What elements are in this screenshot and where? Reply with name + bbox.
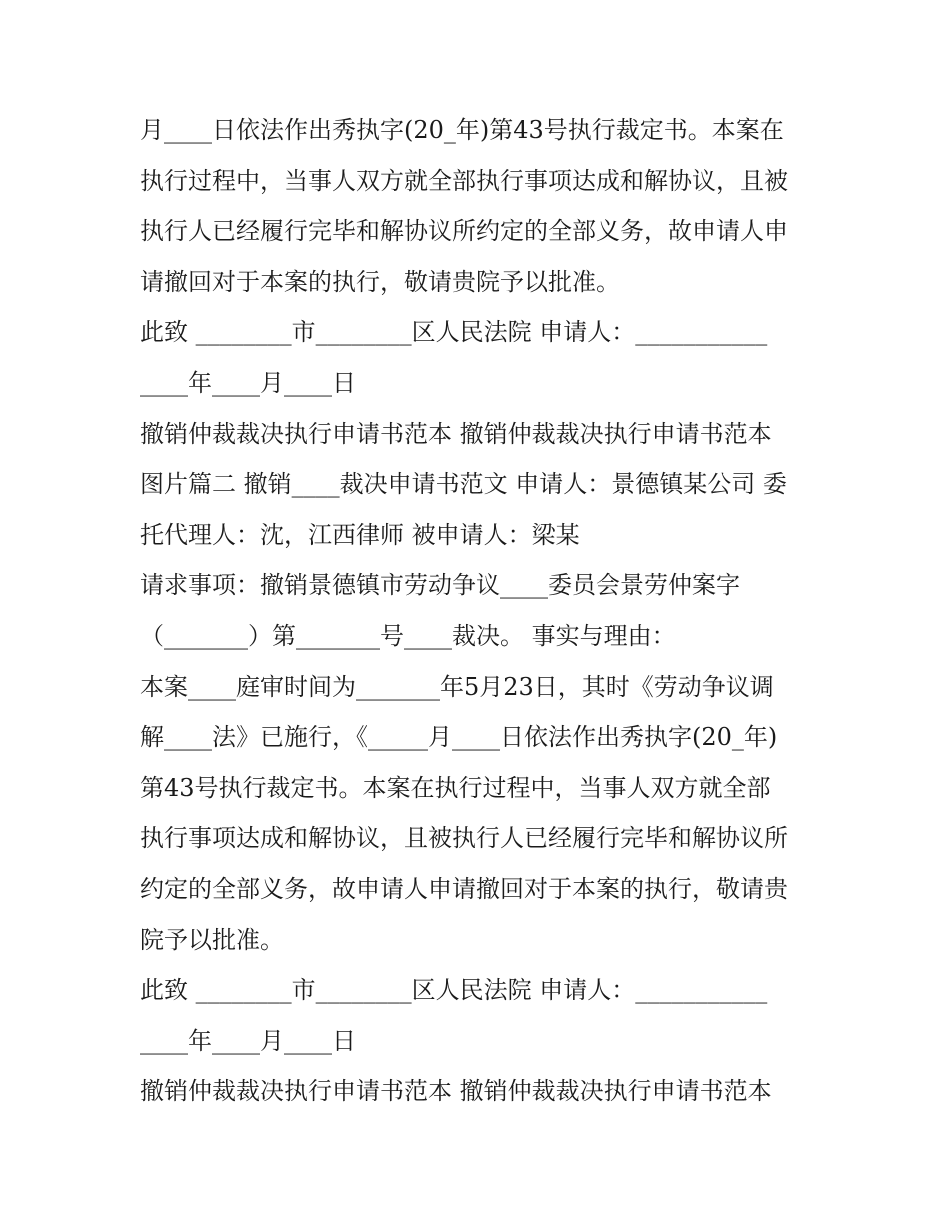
text-line: 本案____庭审时间为_______年5月23日，其时《劳动争议调 [140,672,774,701]
text-line: 执行事项达成和解协议，且被执行人已经履行完毕和解协议所 [140,824,788,853]
text-line: 执行过程中，当事人双方就全部执行事项达成和解协议，且被 [140,166,788,195]
text-line: 院予以批准。 [140,925,284,954]
salutation-line: 此致 ________市________区人民法院 申请人：___________ [140,318,768,347]
text-line: （_______）第_______号____裁决。 事实与理由： [140,621,676,650]
date-line: ____年____月____日 [140,1026,356,1055]
document-body [140,105,820,1117]
text-line: 请撤回对于本案的执行，敬请贵院予以批准。 [140,267,620,296]
text-line: 月____日依法作出秀执字(20_年)第43号执行裁定书。本案在 [140,116,784,144]
text-line: 第43号执行裁定书。本案在执行过程中，当事人双方就全部 [140,773,771,802]
text-line: 托代理人：沈，江西律师 被申请人：梁某 [140,520,580,549]
salutation-line: 此致 ________市________区人民法院 申请人：___________ [140,976,768,1005]
text-line: 撤销仲裁裁决执行申请书范本 撤销仲裁裁决执行申请书范本 [140,1077,772,1106]
date-line: ____年____月____日 [140,368,356,397]
text-line: 图片篇二 撤销____裁决申请书范文 申请人：景德镇某公司 委 [140,470,787,499]
text-line: 请求事项：撤销景德镇市劳动争议____委员会景劳仲案字 [140,571,740,600]
text-line: 约定的全部义务，故申请人申请撤回对于本案的执行，敬请贵 [140,874,788,903]
text-line: 解____法》已施行，《_____月____日依法作出秀执字(20_年) [140,723,778,752]
text-line: 撤销仲裁裁决执行申请书范本 撤销仲裁裁决执行申请书范本 [140,419,772,448]
text-line: 执行人已经履行完毕和解协议所约定的全部义务，故申请人申 [140,217,788,246]
